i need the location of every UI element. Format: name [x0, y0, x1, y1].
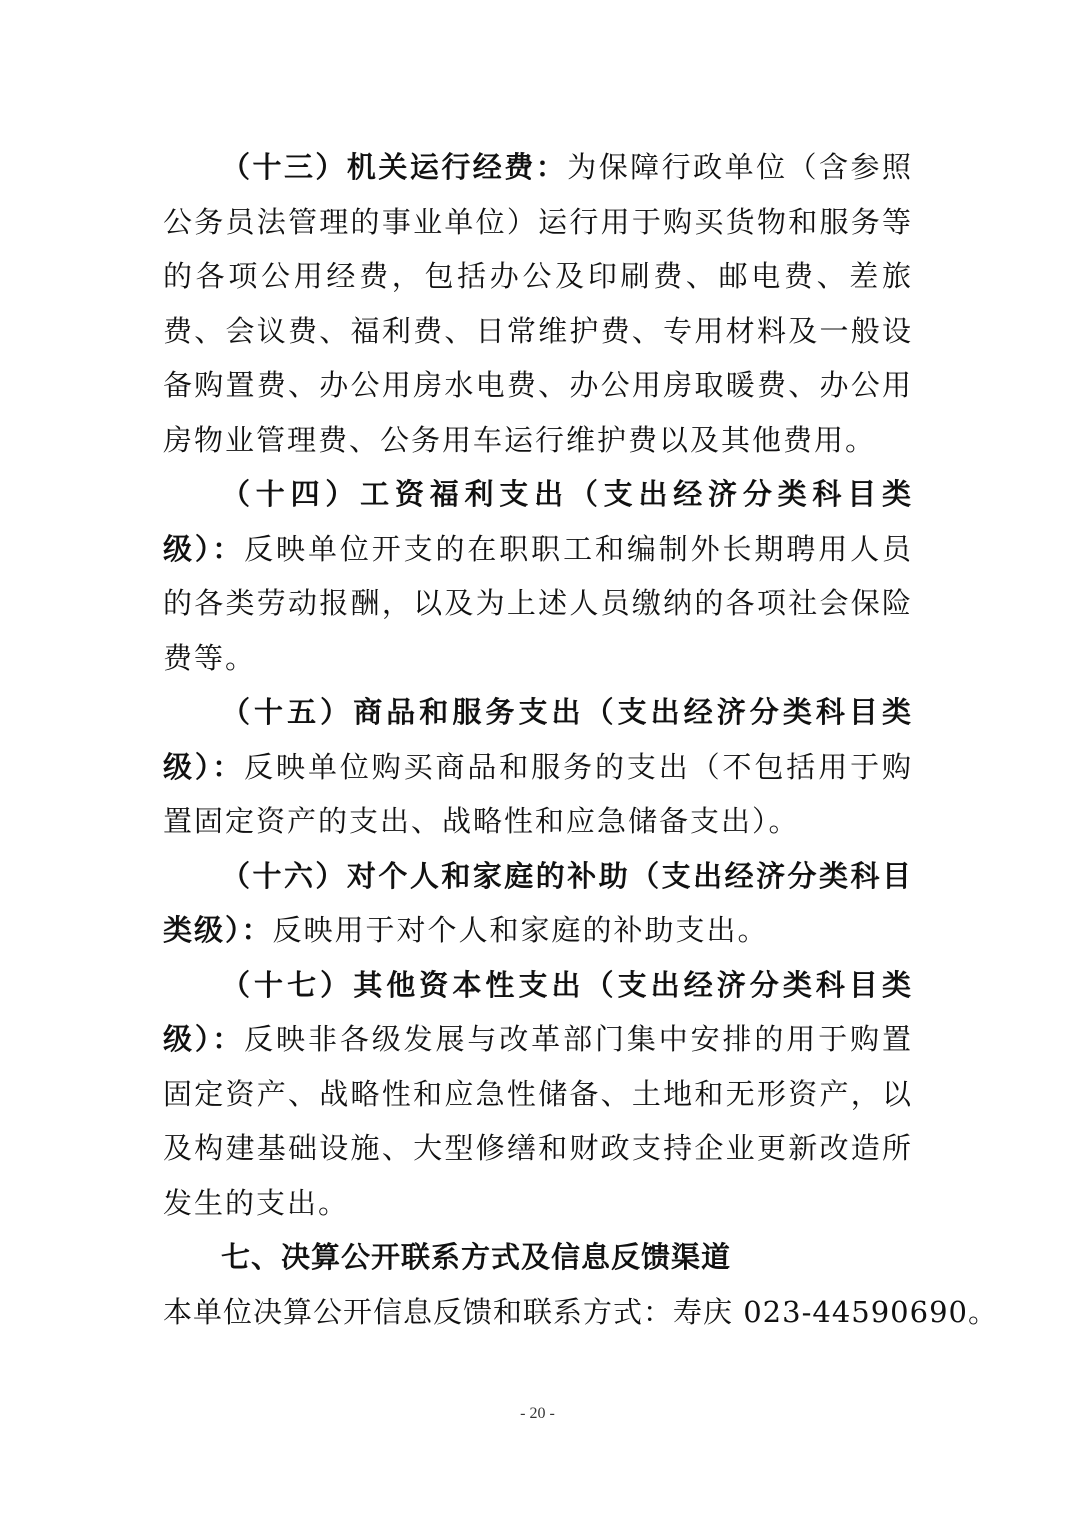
definition-term: （十七）其他资本性支出（支出经济分类科目类级）： — [163, 967, 913, 1056]
definition-text: 为保障行政单位（含参照公务员法管理的事业单位）运行用于购买货物和服务等的各项公用经费，包括办公及印刷费、邮电费、差旅费、会议费、福利费、日常维护费、专用材料及一般设备购置费、办公用房水电费、办公用房取暖费、办公用房物业管理费、公务用车运行维护费以及其他费用。 — [163, 150, 913, 457]
definition-text: 反映用于对个人和家庭的补助支出。 — [272, 913, 769, 947]
section-heading: 七、决算公开联系方式及信息反馈渠道 — [221, 1240, 732, 1274]
definition-term: （十四）工资福利支出（支出经济分类科目类级）： — [163, 477, 913, 566]
definition-paragraph-16 — [163, 849, 913, 958]
page-number: - 20 - — [520, 1405, 555, 1422]
definition-paragraph-17 — [163, 958, 913, 1231]
definition-text: 反映单位开支的在职职工和编制外长期聘用人员的各类劳动报酬，以及为上述人员缴纳的各项社会保险费等。 — [163, 531, 913, 675]
definition-term: （十五）商品和服务支出（支出经济分类科目类级）： — [163, 695, 913, 784]
definition-paragraph-14 — [163, 467, 913, 685]
contact-line: 本单位决算公开信息反馈和联系方式：寿庆 023-44590690。 — [163, 1294, 998, 1329]
definition-paragraph-15 — [163, 685, 913, 849]
definition-term: （十六）对个人和家庭的补助（支出经济分类科目类级）： — [163, 858, 913, 947]
definition-text: 反映单位购买商品和服务的支出（不包括用于购置固定资产的支出、战略性和应急储备支出）。 — [163, 749, 913, 838]
definition-term: （十三）机关运行经费： — [221, 150, 568, 184]
definition-text: 反映非各级发展与改革部门集中安排的用于购置固定资产、战略性和应急性储备、土地和无形资产，以及构建基础设施、大型修缮和财政支持企业更新改造所发生的支出。 — [163, 1022, 913, 1220]
definition-paragraph-13 — [163, 140, 913, 467]
document-page — [163, 140, 998, 1339]
